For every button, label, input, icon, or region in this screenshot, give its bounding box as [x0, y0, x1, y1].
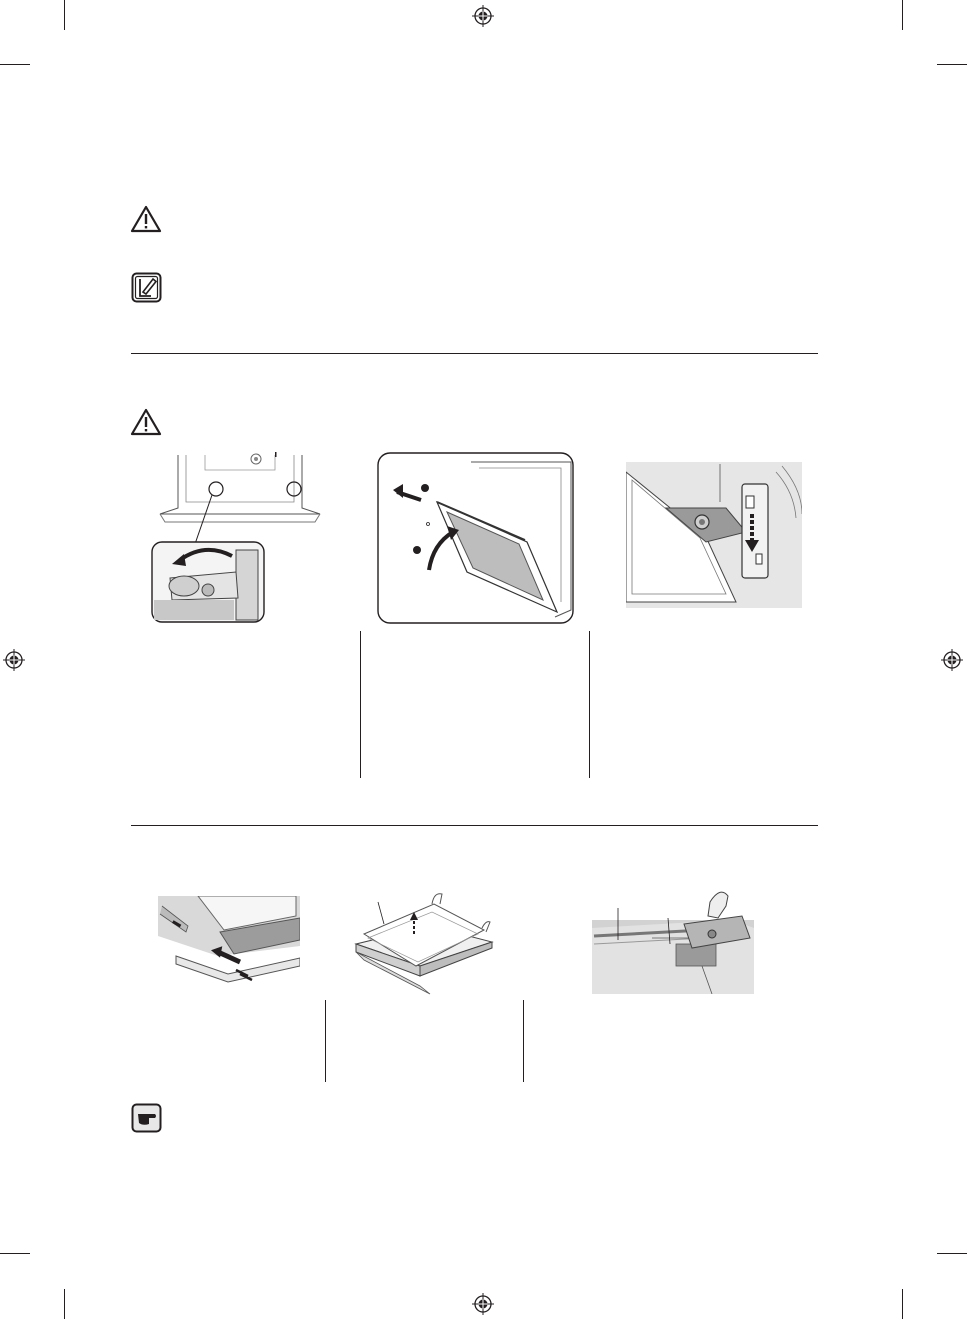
- column-divider: [523, 1000, 524, 1082]
- hinge-lock-illustration: [626, 462, 802, 608]
- crop-mark-top-right-h: [937, 64, 967, 65]
- door-hinge-illustration: [150, 450, 340, 625]
- door-glass-clip-illustration: [158, 896, 300, 984]
- registration-mark-icon: [941, 649, 963, 671]
- warning-icon: [130, 408, 162, 436]
- crop-mark-bottom-left-v: [64, 1289, 65, 1319]
- section-divider: [131, 825, 818, 826]
- crop-mark-bottom-right-v: [902, 1289, 903, 1319]
- inner-glass-panel-illustration: [350, 890, 498, 998]
- tip-hand-icon: [131, 1103, 162, 1133]
- crop-mark-bottom-right-h: [937, 1253, 967, 1254]
- crop-mark-bottom-left-h: [0, 1253, 30, 1254]
- door-removal-illustration: [377, 452, 574, 624]
- section-divider: [131, 353, 818, 354]
- column-divider: [325, 1000, 326, 1082]
- registration-mark-icon: [472, 1293, 494, 1315]
- column-divider: [589, 631, 590, 778]
- crop-mark-top-right-v: [902, 0, 903, 30]
- crop-mark-top-left-v: [64, 0, 65, 30]
- column-divider: [360, 631, 361, 778]
- crop-mark-top-left-h: [0, 64, 30, 65]
- registration-mark-icon: [3, 649, 25, 671]
- warning-icon: [130, 205, 162, 233]
- door-bracket-illustration: [592, 888, 754, 994]
- note-icon: [131, 272, 162, 303]
- registration-mark-icon: [472, 5, 494, 27]
